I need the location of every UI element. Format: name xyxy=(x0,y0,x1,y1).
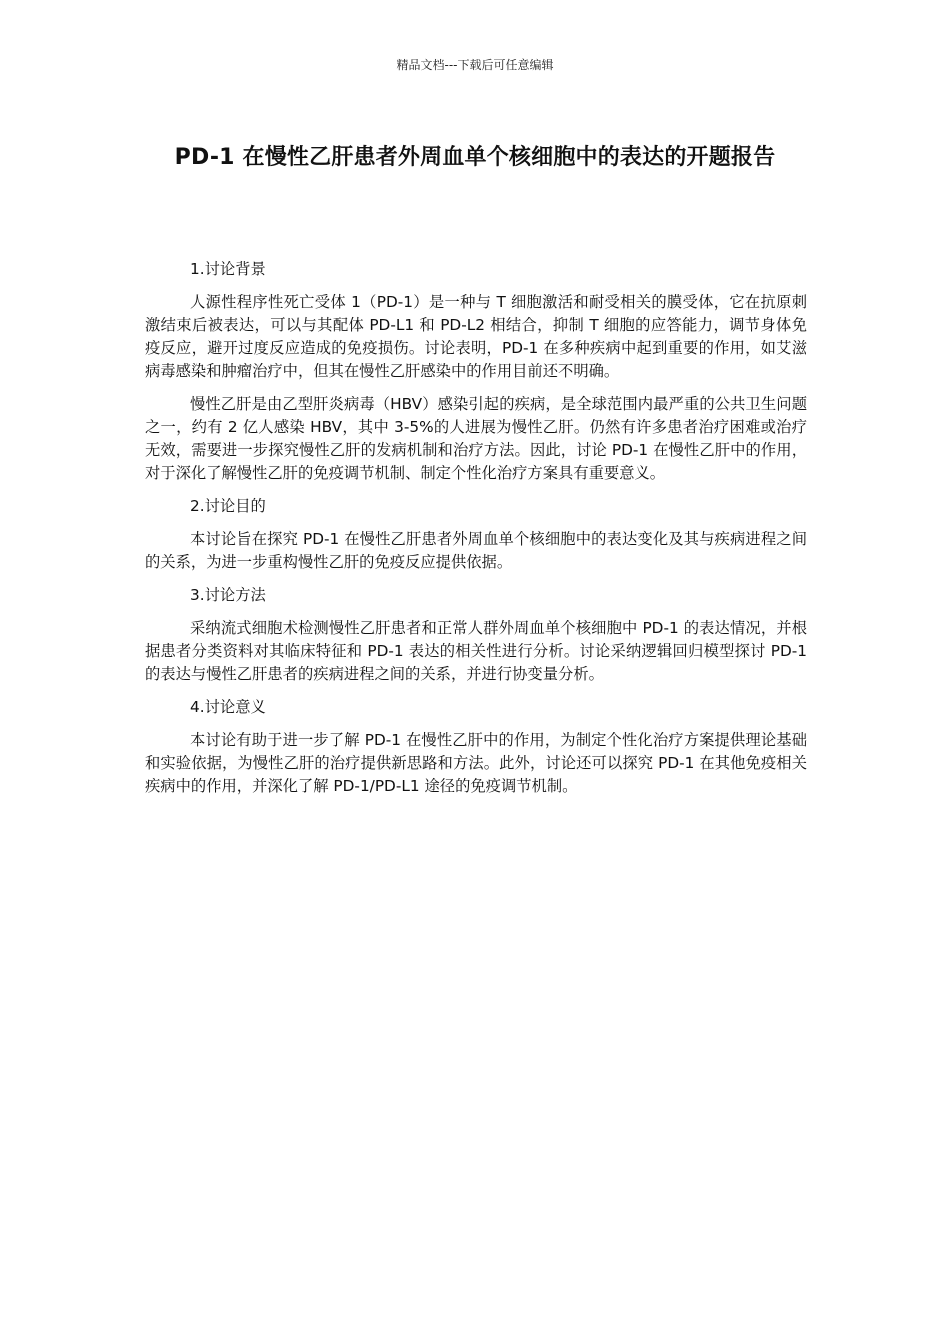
paragraph: 本讨论旨在探究 PD-1 在慢性乙肝患者外周血单个核细胞中的表达变化及其与疾病进程之间的关系，为进一步重构慢性乙肝的免疫反应提供依据。 xyxy=(145,530,807,571)
section-purpose xyxy=(145,495,807,574)
page-header: 精品文档---下载后可任意编辑 xyxy=(396,58,554,72)
section-background xyxy=(145,258,807,485)
section-heading: 2.讨论目的 xyxy=(190,497,266,515)
section-heading: 3.讨论方法 xyxy=(190,586,266,604)
section-heading: 4.讨论意义 xyxy=(190,698,266,716)
paragraph: 采纳流式细胞术检测慢性乙肝患者和正常人群外周血单个核细胞中 PD-1 的表达情况，并根据患者分类资料对其临床特征和 PD-1 表达的相关性进行分析。讨论采纳逻辑回归模型探讨 PD-1 的表达与慢性乙肝患者的疾病进程之间的关系，并进行协变量分析。 xyxy=(145,619,807,683)
paragraph: 慢性乙肝是由乙型肝炎病毒（HBV）感染引起的疾病，是全球范围内最严重的公共卫生问题之一，约有 2 亿人感染 HBV，其中 3-5%的人进展为慢性乙肝。仍然有许多患者治疗困难或治疗无效，需要进一步探究慢性乙肝的发病机制和治疗方法。因此，讨论 PD-1 在慢性乙肝中的作用，对于深化了解慢性乙肝的免疫调节机制、制定个性化治疗方案具有重要意义。 xyxy=(145,395,807,482)
section-heading: 1.讨论背景 xyxy=(190,260,266,278)
section-methods xyxy=(145,584,807,686)
section-significance xyxy=(145,696,807,798)
paragraph: 人源性程序性死亡受体 1（PD-1）是一种与 T 细胞激活和耐受相关的膜受体，它在抗原刺激结束后被表达，可以与其配体 PD-L1 和 PD-L2 相结合，抑制 T 细胞的应答能力，调节身体免疫反应，避开过度反应造成的免疫损伤。讨论表明，PD-1 在多种疾病中起到重要的作用，如艾滋病毒感染和肿瘤治疗中，但其在慢性乙肝感染中的作用目前还不明确。 xyxy=(145,293,807,380)
paragraph: 本讨论有助于进一步了解 PD-1 在慢性乙肝中的作用，为制定个性化治疗方案提供理论基础和实验依据，为慢性乙肝的治疗提供新思路和方法。此外，讨论还可以探究 PD-1 在其他免疫相关疾病中的作用，并深化了解 PD-1/PD-L1 途径的免疫调节机制。 xyxy=(145,731,807,795)
document-body xyxy=(145,258,807,808)
document-title: PD-1 在慢性乙肝患者外周血单个核细胞中的表达的开题报告 xyxy=(174,145,776,170)
